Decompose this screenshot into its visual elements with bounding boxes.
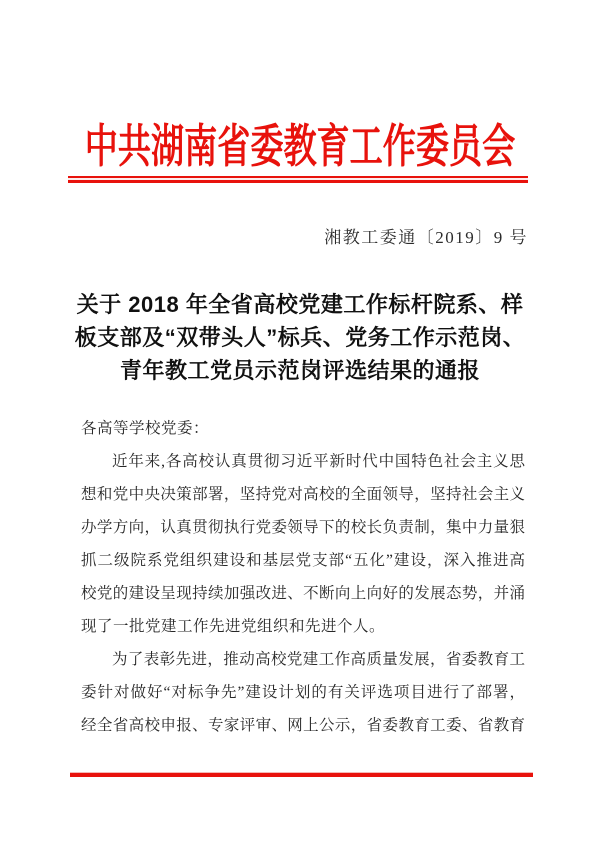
body-line: 抓二级院系党组织建设和基层党支部“五化”建设，深入推进高 (81, 552, 525, 569)
body-line: 为了表彰先进，推动高校党建工作高质量发展，省委教育工 (112, 651, 525, 668)
letterhead-divider-bottom (70, 772, 533, 777)
body-line: 办学方向，认真贯彻执行党委领导下的校长负责制，集中力量狠 (81, 519, 525, 536)
letterhead-divider-top (68, 176, 528, 183)
body-line: 现了一批党建工作先进党组织和先进个人。 (81, 618, 386, 635)
body-line: 委针对做好“对标争先”建设计划的有关评选项目进行了部署， (81, 684, 525, 701)
document-body (81, 412, 525, 742)
document-title-line: 板支部及“双带头人”标兵、党务工作示范岗、 (74, 325, 526, 350)
body-line: 经全省高校申报、专家评审、网上公示，省委教育工委、省教育 (81, 717, 525, 734)
document-title-line: 关于 2018 年全省高校党建工作标杆院系、样 (76, 292, 524, 317)
document-title-line: 青年教工党员示范岗评选结果的通报 (119, 358, 480, 383)
body-line: 想和党中央决策部署，坚持党对高校的全面领导，坚持社会主义 (81, 486, 525, 503)
body-line: 近年来,各高校认真贯彻习近平新时代中国特色社会主义思 (112, 453, 525, 470)
letterhead-title: 中共湖南省委教育工作委员会 (84, 120, 516, 172)
document-title (30, 288, 570, 387)
body-line: 校党的建设呈现持续加强改进、不断向上向好的发展态势，并涌 (81, 585, 525, 602)
salutation: 各高等学校党委： (81, 420, 210, 437)
document-number: 湘教工委通〔2019〕9 号 (324, 228, 528, 247)
